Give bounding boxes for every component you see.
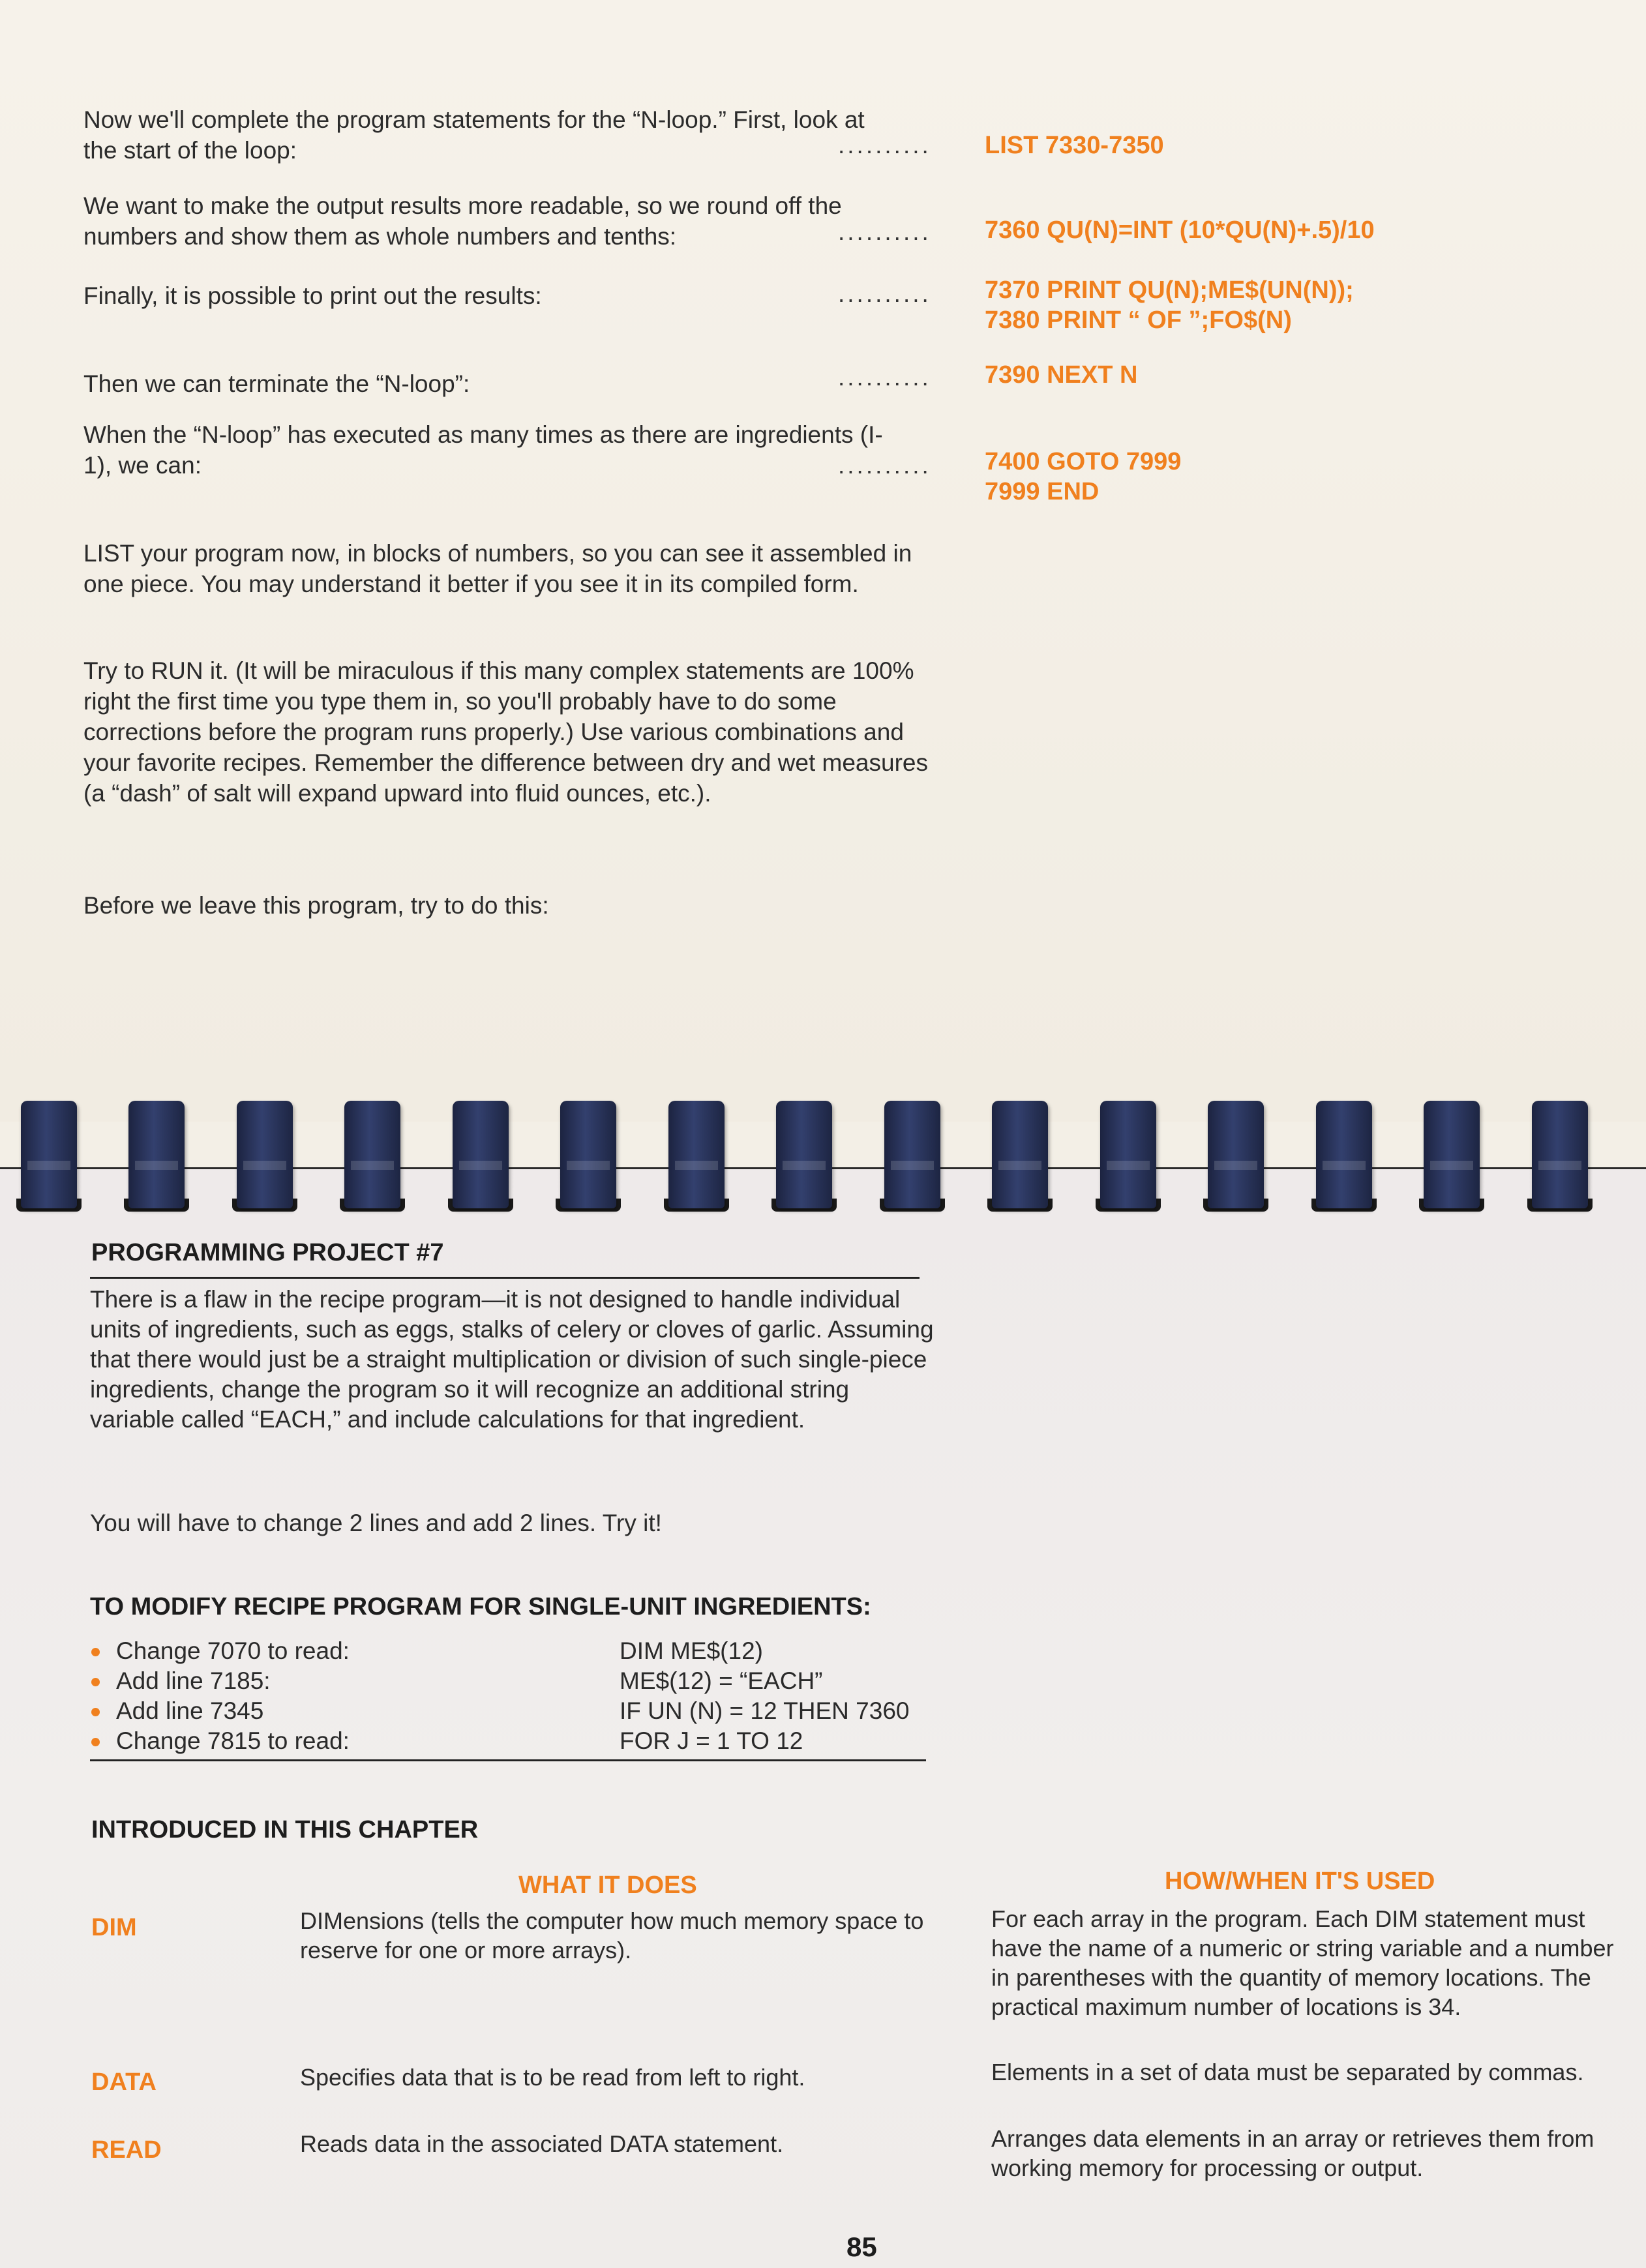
binding-ring <box>453 1101 509 1208</box>
leader-dots: .......... <box>838 132 931 158</box>
spiral-binding <box>0 1101 1646 1212</box>
bullet-icon <box>91 1708 100 1716</box>
keyword-read: READ <box>91 2136 162 2164</box>
binding-ring <box>237 1101 293 1208</box>
modify-instruction: Add line 7185: <box>116 1667 271 1694</box>
paragraph-print: Finally, it is possible to print out the results: <box>83 282 542 309</box>
bullet-icon <box>91 1648 100 1656</box>
divider <box>90 1277 920 1279</box>
paragraph-terminate: Then we can terminate the “N-loop”: <box>83 370 470 397</box>
binding-ring <box>344 1101 400 1208</box>
modify-code: FOR J = 1 TO 12 <box>620 1727 803 1754</box>
divider <box>90 1759 926 1761</box>
paragraph-before-leave: Before we leave this program, try to do this: <box>83 892 549 919</box>
column-header-how: HOW/WHEN IT'S USED <box>1165 1868 1435 1895</box>
binding-ring <box>884 1101 940 1208</box>
modify-instruction: Change 7070 to read: <box>116 1637 350 1664</box>
code-7390: 7390 NEXT N <box>985 361 1138 389</box>
modify-code: IF UN (N) = 12 THEN 7360 <box>620 1697 910 1724</box>
page-number: 85 <box>846 2231 877 2262</box>
code-list: LIST 7330-7350 <box>985 132 1164 159</box>
paragraph-round-off: We want to make the output results more readable, so we round off the numbers and show them as whole numbers and tenths: <box>83 192 842 250</box>
binding-ring <box>992 1101 1048 1208</box>
leader-dots: .......... <box>838 452 931 479</box>
project-note: You will have to change 2 lines and add 2 lines. Try it! <box>90 1510 662 1536</box>
code-7360: 7360 QU(N)=INT (10*QU(N)+.5)/10 <box>985 216 1375 244</box>
binding-ring <box>1208 1101 1264 1208</box>
binding-ring <box>1316 1101 1372 1208</box>
project-body: There is a flaw in the recipe program—it is not designed to handle individual units of ingredients, such as eggs, stalks of celery or cloves of garlic. Assuming that there would just be a straight multiplication or division of such single-piece ingredients, change the program so it will recognize an additional string variable called “EACH,” and include calculations for that ingredient. <box>90 1286 934 1433</box>
modify-code: DIM ME$(12) <box>620 1637 763 1664</box>
paragraph-executed: When the “N-loop” has executed as many times as there are ingredients (I-1), we can: <box>83 421 883 479</box>
paragraph-list-program: LIST your program now, in blocks of numbers, so you can see it assembled in one piece. You may understand it better if you see it in its compiled form. <box>83 540 912 597</box>
paragraph-run: Try to RUN it. (It will be miraculous if this many complex statements are 100% right the first time you type them in, so you'll probably have to do some corrections before the program runs properly.) Use various combinations and your favorite recipes. Remember the difference between dry and wet measures (a “dash” of salt will expand upward into fluid ounces, etc.). <box>83 657 928 807</box>
modify-code: ME$(12) = “EACH” <box>620 1667 823 1694</box>
project-title: PROGRAMMING PROJECT #7 <box>91 1239 444 1266</box>
intro-title: INTRODUCED IN THIS CHAPTER <box>91 1816 479 1843</box>
paragraph-loop-start: Now we'll complete the program statements for the “N-loop.” First, look at the start of the loop: <box>83 106 865 164</box>
binding-ring <box>21 1101 77 1208</box>
leader-dots: .......... <box>838 218 931 245</box>
what-data: Specifies data that is to be read from left to right. <box>300 2064 805 2091</box>
what-dim: DIMensions (tells the computer how much memory space to reserve for one or more arrays). <box>300 1907 924 1963</box>
how-read: Arranges data elements in an array or retrieves them from working memory for processing or output. <box>991 2125 1594 2181</box>
leader-dots: .......... <box>838 280 931 307</box>
keyword-data: DATA <box>91 2068 157 2096</box>
binding-ring <box>776 1101 832 1208</box>
binding-ring <box>128 1101 185 1208</box>
code-7370-7380: 7370 PRINT QU(N);ME$(UN(N)); 7380 PRINT “ OF ”;FO$(N) <box>985 276 1354 334</box>
binding-ring <box>560 1101 616 1208</box>
column-header-what: WHAT IT DOES <box>518 1872 697 1899</box>
code-7400-7999: 7400 GOTO 7999 7999 END <box>985 448 1182 505</box>
binding-ring <box>1532 1101 1588 1208</box>
leader-dots: .......... <box>838 364 931 391</box>
bullet-icon <box>91 1738 100 1746</box>
modify-title: TO MODIFY RECIPE PROGRAM FOR SINGLE-UNIT INGREDIENTS: <box>90 1593 871 1620</box>
keyword-dim: DIM <box>91 1914 137 1941</box>
binding-ring <box>1424 1101 1480 1208</box>
binding-ring <box>1100 1101 1156 1208</box>
what-read: Reads data in the associated DATA statement. <box>300 2130 784 2157</box>
how-data: Elements in a set of data must be separated by commas. <box>991 2059 1584 2085</box>
modify-instruction: Add line 7345 <box>116 1697 264 1724</box>
bullet-icon <box>91 1678 100 1686</box>
modify-instruction: Change 7815 to read: <box>116 1727 350 1754</box>
how-dim: For each array in the program. Each DIM statement must have the name of a numeric or string variable and a number in parentheses with the quantity of memory locations. The practical maximum number of locations is 34. <box>991 1905 1614 2020</box>
binding-ring <box>668 1101 725 1208</box>
